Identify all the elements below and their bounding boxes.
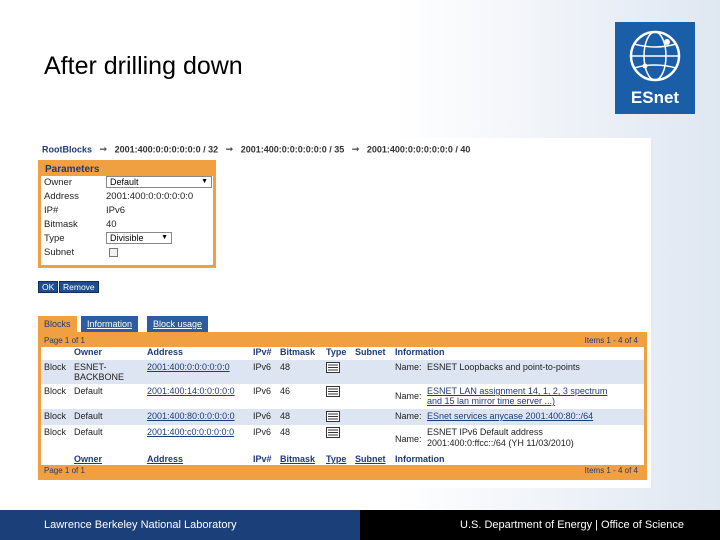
document-icon[interactable] bbox=[326, 411, 340, 422]
breadcrumb bbox=[42, 144, 470, 155]
row-ip: IPv6 bbox=[253, 427, 272, 437]
parameters-title: Parameters bbox=[41, 163, 213, 176]
owner-label: Owner bbox=[44, 177, 72, 188]
ip-label: IP# bbox=[44, 205, 59, 216]
ip-value: IPv6 bbox=[106, 205, 126, 216]
row-information-link[interactable]: ESNET LAN assignment 14, 1, 2, 3 spectrum bbox=[427, 386, 608, 396]
tab-information[interactable]: Information bbox=[81, 316, 138, 332]
breadcrumb-item[interactable]: 2001:400:0:0:0:0:0:0 / 35 bbox=[240, 144, 345, 155]
table-row[interactable] bbox=[41, 360, 644, 384]
row-owner: Default bbox=[74, 427, 103, 437]
row-information: ESNET IPv6 Default address bbox=[427, 427, 543, 437]
items-info: Items 1 - 4 of 4 bbox=[584, 466, 638, 475]
breadcrumb-item[interactable]: 2001:400:0:0:0:0:0:0 / 32 bbox=[114, 144, 219, 155]
owner-row bbox=[41, 176, 213, 190]
type-select-value: Divisible bbox=[110, 233, 144, 243]
address-label: Address bbox=[44, 191, 79, 202]
row-ip: IPv6 bbox=[253, 411, 272, 421]
column-ipv: IPv# bbox=[253, 454, 272, 464]
footer-lab: Lawrence Berkeley National Laboratory bbox=[0, 510, 360, 540]
document-icon[interactable] bbox=[326, 386, 340, 397]
arrow-right-icon: ➞ bbox=[99, 144, 108, 155]
logo-text: ESnet bbox=[630, 88, 680, 107]
type-row bbox=[41, 232, 213, 246]
row-bitmask: 46 bbox=[280, 386, 291, 396]
table-header bbox=[41, 347, 644, 359]
column-address[interactable]: Address bbox=[147, 454, 184, 464]
row-information-cont: 2001:400:0:ffcc::/64 (YH 11/03/2010) bbox=[427, 438, 574, 448]
page-info: Page 1 of 1 bbox=[44, 466, 85, 475]
breadcrumb-item[interactable]: 2001:400:0:0:0:0:0:0 / 40 bbox=[366, 144, 471, 155]
column-bitmask[interactable]: Bitmask bbox=[280, 347, 316, 357]
row-name-label: Name: bbox=[395, 434, 422, 444]
column-subnet[interactable]: Subnet bbox=[355, 454, 386, 464]
row-owner: ESNET- bbox=[74, 362, 107, 372]
column-bitmask[interactable]: Bitmask bbox=[280, 454, 316, 464]
items-info: Items 1 - 4 of 4 bbox=[584, 336, 638, 345]
type-label: Type bbox=[44, 233, 65, 244]
chevron-down-icon: ▼ bbox=[161, 234, 168, 241]
ok-button[interactable]: OK bbox=[38, 281, 58, 293]
owner-select-value: Default bbox=[110, 177, 139, 187]
row-name-label: Name: bbox=[395, 411, 422, 421]
esnet-logo bbox=[615, 22, 695, 114]
subnet-checkbox[interactable] bbox=[109, 248, 118, 257]
row-name-label: Name: bbox=[395, 391, 422, 401]
row-bitmask: 48 bbox=[280, 411, 291, 421]
subnet-row bbox=[41, 246, 213, 260]
column-owner[interactable]: Owner bbox=[74, 454, 103, 464]
arrow-right-icon: ➞ bbox=[351, 144, 360, 155]
bitmask-value: 40 bbox=[106, 219, 117, 230]
arrow-right-icon: ➞ bbox=[225, 144, 234, 155]
pagination-top bbox=[41, 335, 644, 347]
column-owner[interactable]: Owner bbox=[74, 347, 103, 357]
globe-icon bbox=[615, 22, 695, 92]
slide-title: After drilling down bbox=[44, 52, 243, 80]
row-kind: Block bbox=[44, 386, 67, 396]
blocks-table bbox=[38, 332, 647, 480]
pagination-bottom bbox=[41, 465, 644, 477]
column-type[interactable]: Type bbox=[326, 454, 347, 464]
footer-doe: U.S. Department of Energy | Office of Science bbox=[360, 510, 720, 540]
row-address-link[interactable]: 2001:400:0:0:0:0:0:0 bbox=[147, 362, 230, 372]
row-address-link[interactable]: 2001:400:80:0:0:0:0:0 bbox=[147, 411, 235, 421]
tab-block-usage[interactable]: Block usage bbox=[147, 316, 208, 332]
document-icon[interactable] bbox=[326, 427, 340, 438]
chevron-down-icon: ▼ bbox=[201, 178, 208, 185]
column-information: Information bbox=[395, 454, 445, 464]
row-kind: Block bbox=[44, 411, 67, 421]
ip-row bbox=[41, 204, 213, 218]
row-kind: Block bbox=[44, 362, 67, 372]
bitmask-row bbox=[41, 218, 213, 232]
column-subnet[interactable]: Subnet bbox=[355, 347, 386, 357]
parameters-panel bbox=[38, 160, 216, 268]
row-ip: IPv6 bbox=[253, 386, 272, 396]
ipam-screenshot bbox=[36, 138, 651, 488]
row-address-link[interactable]: 2001:400:14:0:0:0:0:0 bbox=[147, 386, 235, 396]
row-bitmask: 48 bbox=[280, 362, 291, 372]
owner-select[interactable] bbox=[106, 176, 212, 188]
type-select[interactable] bbox=[106, 232, 172, 244]
row-information-cont[interactable]: and 15 lan mirror time server ...) bbox=[427, 396, 556, 406]
column-address[interactable]: Address bbox=[147, 347, 184, 357]
row-name-label: Name: bbox=[395, 362, 422, 372]
row-kind: Block bbox=[44, 427, 67, 437]
row-information-link[interactable]: ESnet services anycase 2001:400:80::/64 bbox=[427, 411, 594, 421]
bitmask-label: Bitmask bbox=[44, 219, 78, 230]
address-row bbox=[41, 190, 213, 204]
tab-blocks[interactable]: Blocks bbox=[38, 316, 77, 332]
subnet-label: Subnet bbox=[44, 247, 75, 258]
table-row[interactable] bbox=[41, 384, 644, 409]
row-address-link[interactable]: 2001:400:c0:0:0:0:0:0 bbox=[147, 427, 235, 437]
column-type[interactable]: Type bbox=[326, 347, 347, 357]
column-information[interactable]: Information bbox=[395, 347, 445, 357]
row-information: ESNET Loopbacks and point-to-points bbox=[427, 362, 580, 372]
table-row[interactable] bbox=[41, 409, 644, 425]
row-owner-cont: BACKBONE bbox=[74, 372, 125, 382]
table-row[interactable] bbox=[41, 425, 644, 451]
row-owner: Default bbox=[74, 386, 103, 396]
document-icon[interactable] bbox=[326, 362, 340, 373]
column-ipv[interactable]: IPv# bbox=[253, 347, 272, 357]
remove-button[interactable]: Remove bbox=[59, 281, 99, 293]
breadcrumb-root[interactable]: RootBlocks bbox=[42, 144, 93, 155]
row-ip: IPv6 bbox=[253, 362, 272, 372]
row-bitmask: 48 bbox=[280, 427, 291, 437]
row-owner: Default bbox=[74, 411, 103, 421]
page-info: Page 1 of 1 bbox=[44, 336, 85, 345]
address-value: 2001:400:0:0:0:0:0:0 bbox=[106, 191, 194, 202]
